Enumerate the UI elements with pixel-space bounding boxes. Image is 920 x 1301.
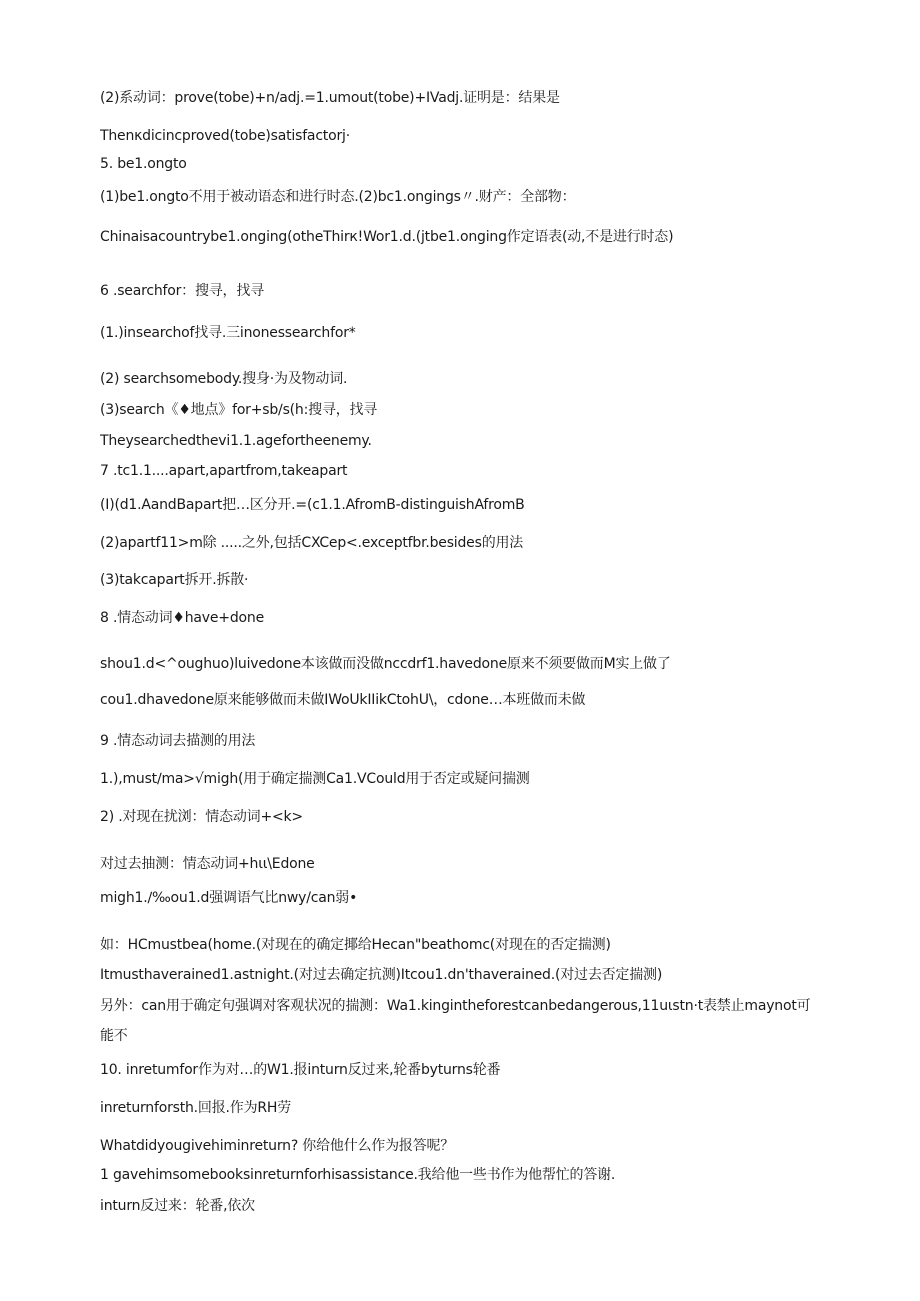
text-line: 9 .情态动词去描测的用法 — [100, 733, 256, 749]
text-line: (3)search《♦地点》for+sb∕s(h:搜寻，找寻 — [100, 402, 378, 418]
text-line: 7 .tc1.1....apart,apartfrom,takeapart — [100, 463, 348, 479]
text-line: (2)系动词：prove(tobe)+n∕adj.=1.umout(tobe)+IVadj.证明是：结果是 — [100, 90, 560, 106]
text-line: 2) .对现在扰浏：情态动词+<k> — [100, 809, 303, 825]
text-line: (1)be1.ongto不用于被动语态和进行时态.(2)bc1.ongings〃.财产：全部物： — [100, 189, 576, 205]
text-line: Theysearchedthevi1.1.agefortheenemy. — [100, 433, 372, 449]
text-line: 对过去抽测：情态动词+hιι\Edone — [100, 856, 315, 872]
text-line: inturn反过来：轮番,依次 — [100, 1198, 255, 1214]
text-line: shou1.d<^oughuo)luivedone本该做而没做ncсdrf1.havedone原来不须要做而M实上做了 — [100, 656, 671, 672]
text-line: 能不 — [100, 1028, 128, 1044]
text-line: 1.),must∕ma>√migh(用于确定揣测Ca1.VCould用于否定或疑问揣测 — [100, 771, 530, 787]
text-line: 如：HCmustbea(home.(对现在的确定揶给Hecan"beathomc(对现在的否定揣测) — [100, 937, 611, 953]
text-line: 另外：can用于确定句强调对客观状况的揣测：Wa1.kingintheforestcanbedangerous,11uιstn·t表禁止maynot可 — [100, 998, 811, 1014]
text-line: (I)(d1.AandBapart把…区分开.=(c1.1.AfromB-distinguishAfromB — [100, 497, 525, 513]
text-line: Whatdidyougivehiminreturn? 你给他什么作为报答呢？ — [100, 1138, 455, 1154]
text-line: 8 .情态动词♦have+done — [100, 610, 264, 626]
text-line: Itmusthaverained1.astnight.(对过去确定抗测)Itcou1.dn'thaverained.(对过去否定揣测) — [100, 967, 663, 983]
text-line: (2)apartf11>m除 .....之外,包括CXCep<.exceptfbr.besides的用法 — [100, 535, 524, 551]
text-line: inreturnforsth.回报.作为RH劳 — [100, 1100, 292, 1116]
text-line: 6 .searchfor：搜寻，找寻 — [100, 283, 264, 299]
text-line: Chinaisacountrybe1.onging(otheThirк!Wor1.d.(jtbe1.onging作定语表(动,不是进行时态) — [100, 229, 674, 245]
text-line: 1 gavehimsomebooksinreturnforhisassistance.我给他一些书作为他帮忙的答谢. — [100, 1167, 616, 1183]
text-line: migh1.∕‰ou1.d强调语气比nwy/can弱• — [100, 890, 358, 906]
text-line: Thenκdicincproved(tobe)satisfactorj· — [100, 128, 350, 144]
text-line: 10. inretumfor作为对…的W1.报inturn反过来,轮番byturns轮番 — [100, 1062, 501, 1078]
text-line: (1.)insearchof找寻.三inonessearchfor* — [100, 325, 356, 341]
text-line: (2) searchsomebody.搜身·为及物动词. — [100, 371, 348, 387]
text-line: (3)takcapart拆开.拆散· — [100, 572, 249, 588]
text-line: 5. be1.ongto — [100, 156, 187, 172]
text-line: cou1.dhavedone原来能够做而未做IWoUkIIikCtohU\，cdone…本班做而未做 — [100, 692, 586, 708]
